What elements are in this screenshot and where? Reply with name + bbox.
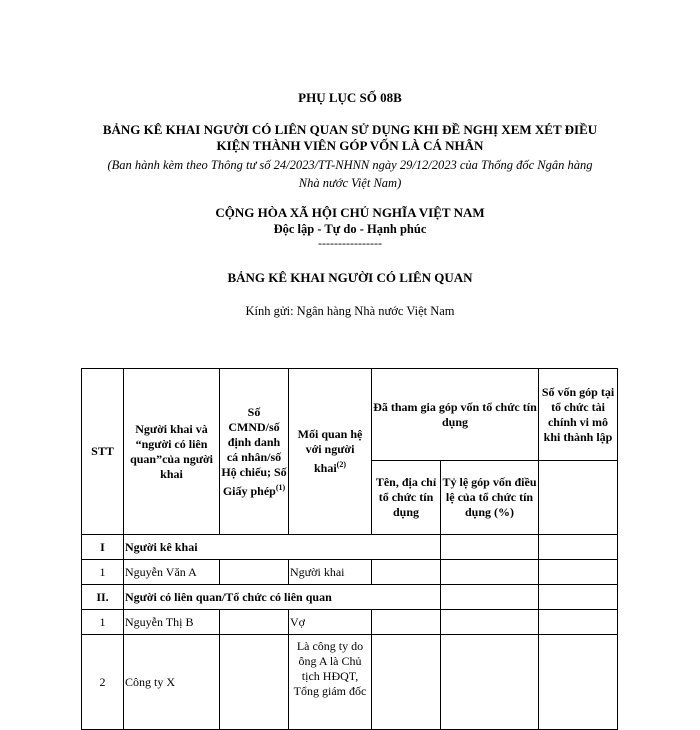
section-number: II. — [82, 585, 124, 610]
nation-heading: CỘNG HÒA XÃ HỘI CHỦ NGHĨA VIỆT NAM — [215, 205, 485, 220]
table-cell — [372, 610, 441, 635]
form-title — [0, 122, 700, 154]
declaration-table — [81, 368, 618, 730]
table-row — [82, 610, 618, 635]
table-cell — [539, 535, 618, 560]
header-relation — [289, 369, 372, 535]
header-institution-name: Tên, địa chỉ tổ chức tín dụng — [372, 461, 441, 535]
recipient: Kính gửi: Ngân hàng Nhà nước Việt Nam — [245, 304, 455, 318]
header-id-number-text: Số CMND/số định danh cá nhân/số Hộ chiếu; Số Giấy phép — [221, 404, 287, 498]
header-declarant: Người khai và “người có liên quan”của người khai — [124, 369, 220, 535]
table-cell — [539, 610, 618, 635]
section-title: Người có liên quan/Tổ chức có liên quan — [124, 585, 441, 610]
row-number: 1 — [82, 560, 124, 585]
issued-note — [60, 156, 640, 192]
header-micro-capital: Số vốn góp tại tổ chức tài chính vi mô khi thành lập — [539, 369, 618, 461]
section-row-related — [82, 585, 618, 610]
header-id-number-note: (1) — [275, 482, 286, 492]
table-cell — [220, 610, 289, 635]
table-row — [82, 635, 618, 730]
table-cell — [441, 560, 539, 585]
issued-note-line-2: Nhà nước Việt Nam) — [298, 176, 402, 190]
row-name: Nguyễn Thị B — [124, 610, 220, 635]
table-cell — [539, 585, 618, 610]
declaration-title: BẢNG KÊ KHAI NGƯỜI CÓ LIÊN QUAN — [227, 270, 473, 285]
table-cell — [539, 560, 618, 585]
appendix-title: PHỤ LỤC SỐ 08B — [298, 90, 402, 105]
table-cell — [372, 560, 441, 585]
header-relation-text: Mối quan hệ với người khai — [297, 427, 363, 475]
header-credit-institution: Đã tham gia góp vốn tổ chức tín dụng — [372, 369, 539, 461]
separator: ---------------- — [318, 236, 382, 250]
table-cell — [441, 610, 539, 635]
table-cell — [441, 535, 539, 560]
section-number: I — [82, 535, 124, 560]
table-cell — [372, 635, 441, 730]
header-relation-note: (2) — [336, 460, 346, 469]
motto: Độc lập - Tự do - Hạnh phúc — [273, 222, 427, 236]
section-title: Người kê khai — [124, 535, 441, 560]
table-cell — [441, 635, 539, 730]
row-name: Công ty X — [124, 635, 220, 730]
header-share-ratio: Tỷ lệ góp vốn điều lệ của tổ chức tín dụng (%) — [441, 461, 539, 535]
table-row — [82, 560, 618, 585]
header-empty — [539, 461, 618, 535]
row-relation: Người khai — [289, 560, 372, 585]
header-stt: STT — [82, 369, 124, 535]
row-name: Nguyễn Văn A — [124, 560, 220, 585]
row-relation — [289, 635, 372, 730]
issued-note-line-1: (Ban hành kèm theo Thông tư số 24/2023/TT-NHNN ngày 29/12/2023 của Thống đốc Ngân hàng — [107, 158, 593, 172]
header-id-number — [220, 369, 289, 535]
form-title-line-2: KIỆN THÀNH VIÊN GÓP VỐN LÀ CÁ NHÂN — [216, 138, 484, 153]
row-number: 1 — [82, 610, 124, 635]
header-row-1 — [82, 369, 618, 461]
table-cell — [220, 560, 289, 585]
table-cell — [441, 585, 539, 610]
form-title-line-1: BẢNG KÊ KHAI NGƯỜI CÓ LIÊN QUAN SỬ DỤNG KHI ĐỀ NGHỊ XEM XÉT ĐIỀU — [102, 122, 598, 137]
table-cell — [220, 635, 289, 730]
row-relation-text: Là công ty do ông A là Chủ tịch HĐQT, Tổng giám đốc — [293, 639, 367, 698]
section-row-declarant — [82, 535, 618, 560]
table-cell — [539, 635, 618, 730]
row-relation: Vợ — [289, 610, 372, 635]
row-number: 2 — [82, 635, 124, 730]
